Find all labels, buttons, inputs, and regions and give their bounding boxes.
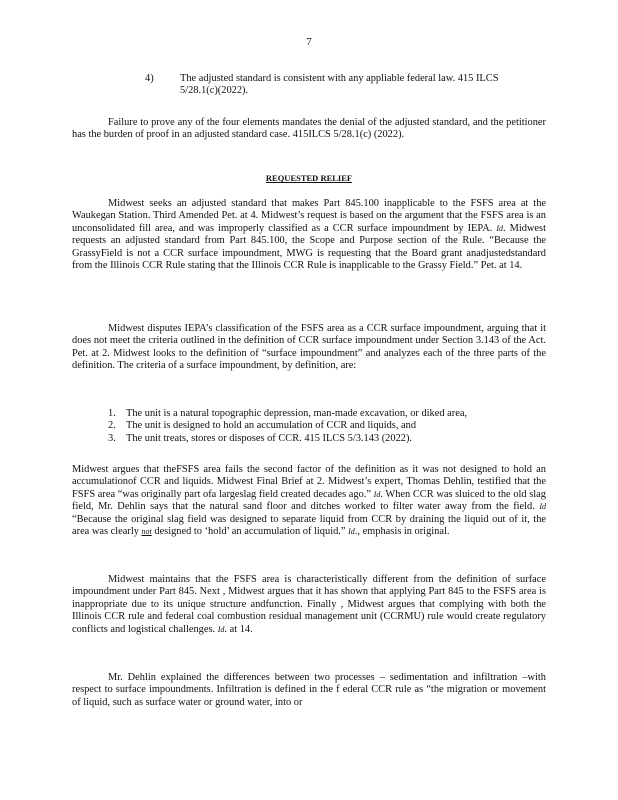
section-heading (0, 173, 618, 183)
criteria-item: 1. The unit is a natural topographic depression, man-made excavation, or diked area, (108, 408, 468, 419)
paragraph-disputes: Midwest disputes IEPA’s classification of the FSFS area as a CCR surface impoundment, arguing that it does not meet the criteria outlined in the definition of CCR surface impoundment under Section 3.143 of the Act. Pet. at 2. Midwest looks to the definition of “surface impoundment” and analyzes each of the three parts of the definition. The criteria of a surface impoundment, by definition, are: (72, 323, 546, 372)
paragraph-argues-text-3: “Because the original slag field was designed to separate liquid from CCR by draining the liquid out of it, the area was clearly (72, 513, 546, 538)
heading-text: REQUESTED RELIEF (265, 173, 353, 183)
id-citation: Id (539, 502, 546, 512)
paragraph-seeks-relief (72, 198, 546, 272)
id-citation: Id (217, 624, 225, 634)
paragraph-argues-text-4: designed to ‘hold’ an accumulation of liquid.” (154, 526, 346, 538)
id-citation: Id (348, 527, 355, 537)
paragraph-maintains (72, 574, 546, 636)
page-number: 7 (306, 36, 312, 48)
emphasis-not: not (141, 527, 152, 537)
failure-paragraph: Failure to prove any of the four elements mandates the denial of the adjusted standard, and the petitioner has the burden of proof in an adjusted standard case. 415ILCS 5/28.1(c) (2022). (72, 117, 546, 141)
id-citation: Id (373, 489, 381, 499)
paragraph-explained: Mr. Dehlin explained the differences between two processes – sedimentation and infiltration –with respect to surface impoundments. Infiltration is defined in the f ederal CCR rule as “the migration or movement of liquid, such as surface water or ground water, into or (72, 672, 546, 708)
paragraph-maintains-text-2: . at 14. (224, 623, 253, 635)
paragraph-argues-text-1: Midwest argues that theFSFS area fails the second factor of the definition as it was not designed to hold an accumulationof CCR and liquids. Midwest Final Brief at 2. Midwest’s expert, Thomas Dehlin, testified that the FSFS area “was originally part ofa largeslag field created decades ago.” (72, 464, 546, 500)
paragraph-maintains-text-1: Midwest maintains that the FSFS area is characteristically different from the definition of surface impoundment under Part 845. Next , Midwest argues that it has shown that applying Part 845 to the FSFS area is inappropriate due to its unique structure andfunction. Finally , Midwest argues that complying with both the Illinois CCR rule and federal coal combustion residual management unit (CCRMU) rule would create regulatory conflicts and logistical challenges. (72, 574, 546, 635)
element-4-number: 4) (145, 73, 154, 84)
paragraph-argues-text-2: . When CCR was sluiced to the old slag field, Mr. Dehlin says that the natural sand floor and ditches worked to filter water away from the field. (72, 488, 546, 513)
paragraph-argues (72, 464, 546, 538)
id-citation: Id (496, 223, 504, 233)
paragraph-seeks-text-2: . Midwest requests an adjusted standard from Part 845.100, the Scope and Purpose section of the Rule. “Because the GrassyField is not a CCR surface impoundment, MWG is requesting that the Board grant anadjustedstandard from the Illinois CCR Rule stating that the Illinois CCR Rule is inapplicable to the Grassy Field.” Pet. at 14. (72, 222, 546, 272)
paragraph-argues-text-5: ., emphasis in original. (354, 526, 450, 538)
element-4-text: The adjusted standard is consistent with any appliable federal law. 415 ILCS 5/28.1(c)(2022). (180, 73, 499, 97)
criteria-item: 2. The unit is designed to hold an accumulation of CCR and liquids, and (108, 420, 417, 432)
criteria-item: 3. The unit treats, stores or disposes of CCR. 415 ILCS 5/3.143 (2022). (108, 432, 413, 444)
criteria-list (108, 408, 548, 445)
paragraph-seeks-text-1: Midwest seeks an adjusted standard that makes Part 845.100 inapplicable to the FSFS area at the Waukegan Station. Third Amended Pet. at 4. Midwest’s request is based on the argument that the FSFS area is an unconsolidated fill area, and was improperly classified as a CCR surface impoundment by IEPA. (72, 198, 546, 234)
